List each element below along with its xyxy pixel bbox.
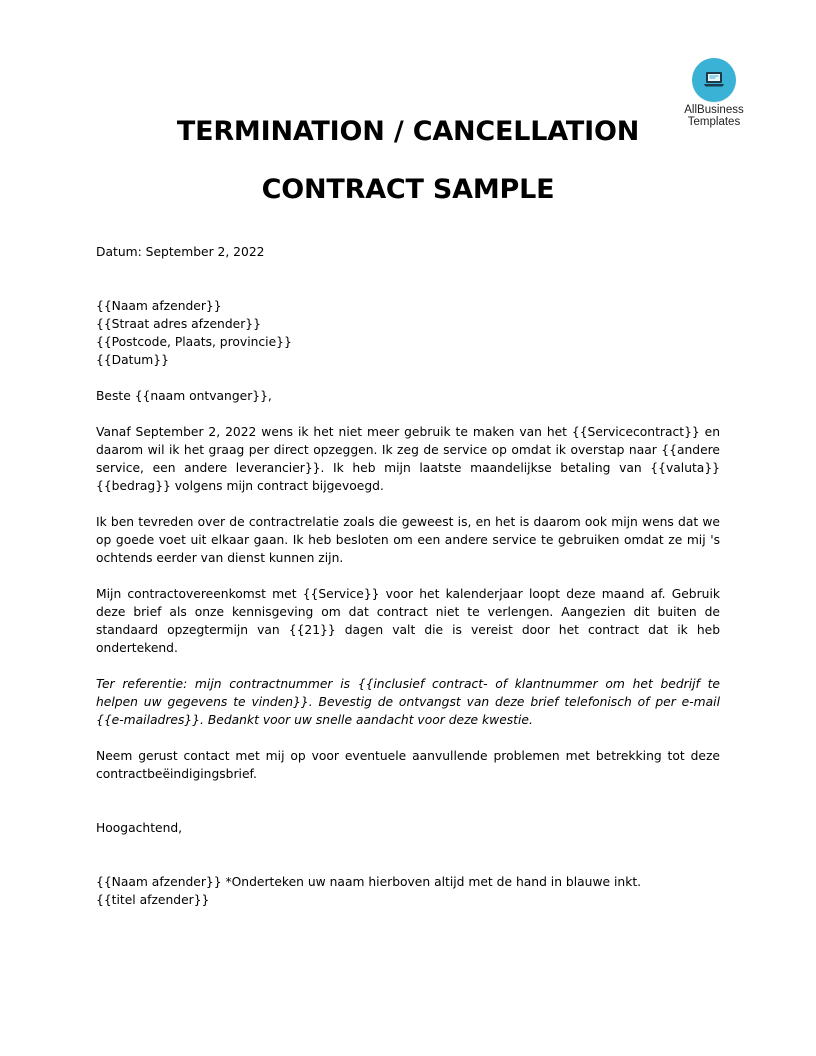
document-title-line2: CONTRACT SAMPLE (261, 174, 555, 205)
signature-block (96, 873, 720, 909)
sender-date: {{Datum}} (96, 353, 169, 367)
laptop-icon (703, 70, 725, 90)
paragraph-4-reference: Ter referentie: mijn contractnummer is {{inclusief contract- of klantnummer om het bedrijf te helpen uw gegevens te vinden}}. Bevestig de ontvangst van deze brief telefonisch of per e-mail {{e-mailadres}}. Bedankt voor uw snelle aandacht voor deze kwestie. (96, 677, 720, 727)
document-title-line1: TERMINATION / CANCELLATION (176, 116, 640, 147)
logo-text-line2: Templates (687, 116, 741, 128)
logo-text-line1: AllBusiness (684, 104, 744, 116)
signature-line: {{Naam afzender}} *Onderteken uw naam hierboven altijd met de hand in blauwe inkt. (96, 875, 642, 889)
sender-name: {{Naam afzender}} (96, 299, 222, 313)
logo-badge (692, 58, 736, 102)
letter-date: Datum: September 2, 2022 (96, 245, 265, 259)
sender-address-block (96, 297, 720, 369)
sender-street: {{Straat adres afzender}} (96, 317, 261, 331)
paragraph-2: Ik ben tevreden over de contractrelatie zoals die geweest is, en het is daarom ook mijn wens dat we op goede voet uit elkaar gaan. Ik heb besloten om een andere service te gebruiken omdat ze mij 's ochtends eerder van dienst kunnen zijn. (96, 515, 720, 565)
letter-body (96, 243, 720, 909)
sender-postcode: {{Postcode, Plaats, provincie}} (96, 335, 292, 349)
salutation: Beste {{naam ontvanger}}, (96, 389, 272, 403)
paragraph-1: Vanaf September 2, 2022 wens ik het niet meer gebruik te maken van het {{Servicecontract}} en daarom wil ik het graag per direct opzeggen. Ik zeg de service op omdat ik overstap naar {{andere service, een andere leverancier}}. Ik heb mijn laatste maandelijkse betaling van {{valuta}} {{bedrag}} volgens mijn contract bijgevoegd. (96, 425, 720, 493)
paragraph-3: Mijn contractovereenkomst met {{Service}} voor het kalenderjaar loopt deze maand af. Gebruik deze brief als onze kennisgeving om dat contract niet te verlengen. Aangezien dit buiten de standaard opzegtermijn van {{21}} dagen valt die is vereist door het contract dat ik heb ondertekend. (96, 587, 720, 655)
sender-title: {{titel afzender}} (96, 893, 210, 907)
paragraph-5: Neem gerust contact met mij op voor eventuele aanvullende problemen met betrekking tot deze contractbeëindigingsbrief. (96, 749, 720, 781)
closing: Hoogachtend, (96, 821, 183, 835)
